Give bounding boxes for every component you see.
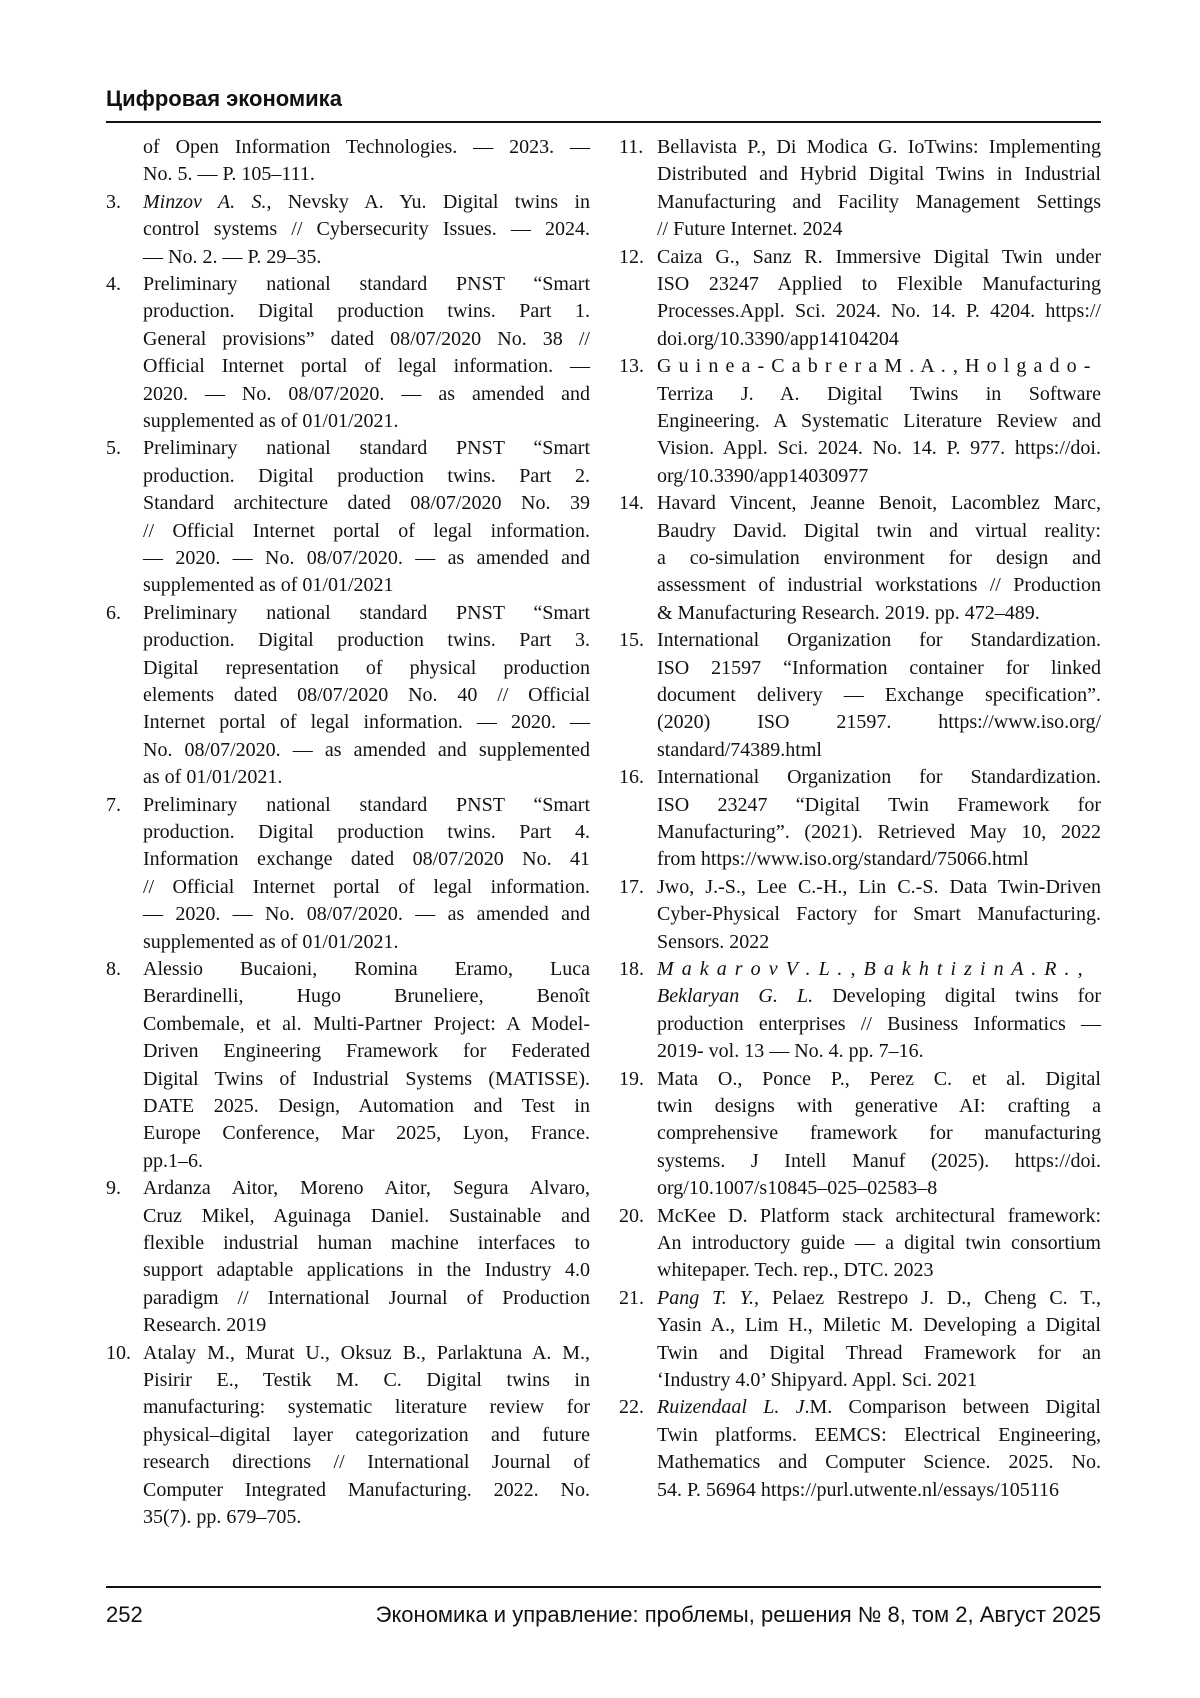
author-name-italic: Ruizendaal L. J (657, 1396, 805, 1418)
reference-line (657, 1205, 1101, 1232)
reference-line (143, 1205, 590, 1232)
reference-number: 19. (619, 1068, 644, 1095)
reference-text: // Official Internet portal of legal information. (143, 520, 590, 543)
reference-text: Cyber-Physical Factory for Smart Manufacturing. (657, 903, 1101, 926)
reference-line (657, 985, 1101, 1012)
reference-text: supplemented as of 01/01/2021 (143, 574, 394, 597)
reference-line (657, 602, 1101, 629)
reference-line (657, 1232, 1101, 1259)
reference-line (657, 410, 1101, 437)
reference-text: support adaptable applications in the Industry 4.0 (143, 1259, 590, 1282)
reference-text: Mata O., Ponce P., Perez C. et al. Digital (657, 1068, 1101, 1091)
reference-text: Internet portal of legal information. — 2020. — (143, 711, 590, 734)
reference-line (143, 218, 590, 245)
reference-text: production. Digital production twins. Part 3. (143, 629, 590, 652)
reference-text: International Organization for Standardization. (657, 766, 1101, 789)
reference-line (657, 821, 1101, 848)
reference-text (657, 1287, 1101, 1310)
reference-line (657, 218, 1101, 245)
reference-line (143, 1095, 590, 1122)
reference-text: Mathematics and Computer Science. 2025. No. (657, 1451, 1101, 1474)
reference-text-segment: , Nevsky A. Yu. Digital twins in (266, 191, 590, 213)
reference-line (143, 1040, 590, 1067)
reference-text: flexible industrial human machine interfaces to (143, 1232, 590, 1255)
reference-text: General provisions” dated 08/07/2020 No. 38 // (143, 328, 590, 351)
reference-number: 4. (106, 273, 121, 300)
reference-text (657, 1396, 1101, 1419)
reference-text: Combemale, et al. Multi-Partner Project: A Model- (143, 1013, 590, 1036)
reference-line (143, 903, 590, 930)
reference-number: 16. (619, 766, 644, 793)
reference-text: supplemented as of 01/01/2021. (143, 410, 399, 433)
reference-number: 15. (619, 629, 644, 656)
reference-line (143, 1013, 590, 1040)
reference-text (143, 191, 590, 214)
reference-line (657, 903, 1101, 930)
reference-text (657, 958, 1083, 981)
reference-line (657, 520, 1101, 547)
reference-line (657, 273, 1101, 300)
reference-line (143, 876, 590, 903)
reference-text (657, 985, 1101, 1008)
reference-line (657, 657, 1101, 684)
reference-text: pp.1–6. (143, 1150, 203, 1173)
reference-text: research directions // International Journal of (143, 1451, 590, 1474)
reference-text: Distributed and Hybrid Digital Twins in Industrial (657, 163, 1101, 186)
reference-line (143, 437, 590, 464)
reference-text: Havard Vincent, Jeanne Benoit, Lacomblez Marc, (657, 492, 1101, 515)
reference-text: No. 08/07/2020. — as amended and supplemented (143, 739, 590, 762)
author-name-italic: M a k a r o v V . L . , B a k h t i z i n A . R . , (657, 958, 1083, 980)
reference-number: 7. (106, 794, 121, 821)
reference-line (143, 1314, 590, 1341)
reference-number: 20. (619, 1205, 644, 1232)
reference-text-segment: Developing digital twins for (813, 985, 1101, 1007)
reference-line (143, 629, 590, 656)
reference-line (143, 1451, 590, 1478)
reference-text: paradigm // International Journal of Production (143, 1287, 590, 1310)
reference-text: Berardinelli, Hugo Bruneliere, Benoît (143, 985, 590, 1008)
reference-text: Twin platforms. EEMCS: Electrical Engineering, (657, 1424, 1101, 1447)
reference-line (143, 136, 590, 163)
reference-text: Terriza J. A. Digital Twins in Software (657, 383, 1101, 406)
reference-text: Processes.Appl. Sci. 2024. No. 14. P. 4204. https:// (657, 300, 1101, 323)
reference-line (657, 1369, 1101, 1396)
reference-number: 14. (619, 492, 644, 519)
reference-line (657, 328, 1101, 355)
reference-line (143, 1396, 590, 1423)
reference-line (657, 1424, 1101, 1451)
reference-line (657, 739, 1101, 766)
reference-text: Yasin A., Lim H., Miletic M. Developing a Digital (657, 1314, 1101, 1337)
reference-line (143, 1150, 590, 1177)
reference-line (657, 1342, 1101, 1369)
reference-text: DATE 2025. Design, Automation and Test in (143, 1095, 590, 1118)
author-name-italic: Pang T. Y. (657, 1287, 754, 1309)
reference-text: comprehensive framework for manufacturing (657, 1122, 1101, 1145)
reference-text: Atalay M., Murat U., Oksuz B., Parlaktuna A. M., (143, 1342, 590, 1365)
reference-line (143, 1424, 590, 1451)
reference-line (143, 1287, 590, 1314)
reference-line (143, 739, 590, 766)
reference-line (657, 1040, 1101, 1067)
reference-text: Digital Twins of Industrial Systems (MATISSE). (143, 1068, 590, 1091)
reference-text: Europe Conference, Mar 2025, Lyon, France. (143, 1122, 590, 1145)
reference-text: production. Digital production twins. Part 2. (143, 465, 590, 488)
reference-line (143, 1479, 590, 1506)
reference-line (143, 1506, 590, 1533)
reference-line (143, 383, 590, 410)
reference-line (143, 355, 590, 382)
reference-line (143, 848, 590, 875)
reference-line (143, 1232, 590, 1259)
reference-text: Pisirir E., Testik M. C. Digital twins in (143, 1369, 590, 1392)
reference-line (657, 1068, 1101, 1095)
reference-line (143, 163, 590, 190)
reference-text: Driven Engineering Framework for Federated (143, 1040, 590, 1063)
reference-text: assessment of industrial workstations // Production (657, 574, 1101, 597)
reference-line (143, 191, 590, 218)
reference-text: Preliminary national standard PNST “Smart (143, 273, 590, 296)
reference-text-segment: .M. Comparison between Digital (805, 1396, 1102, 1418)
reference-text: Baudry David. Digital twin and virtual reality: (657, 520, 1101, 543)
reference-text: whitepaper. Tech. rep., DTC. 2023 (657, 1259, 934, 1282)
reference-line (657, 355, 1101, 382)
reference-line (657, 848, 1101, 875)
reference-text: document delivery — Exchange specification”. (657, 684, 1101, 707)
reference-line (143, 547, 590, 574)
reference-line (657, 1479, 1101, 1506)
reference-text: production. Digital production twins. Part 4. (143, 821, 590, 844)
reference-line (143, 1342, 590, 1369)
reference-text: 2020. — No. 08/07/2020. — as amended and (143, 383, 590, 406)
reference-text: — No. 2. — P. 29–35. (143, 246, 321, 269)
reference-line (657, 136, 1101, 163)
reference-text: Sensors. 2022 (657, 931, 769, 954)
reference-text: Cruz Mikel, Aguinaga Daniel. Sustainable and (143, 1205, 590, 1228)
reference-text: & Manufacturing Research. 2019. pp. 472–489. (657, 602, 1040, 625)
reference-text: — 2020. — No. 08/07/2020. — as amended and (143, 547, 590, 570)
reference-line (657, 191, 1101, 218)
reference-number: 21. (619, 1287, 644, 1314)
reference-line (657, 711, 1101, 738)
author-name-italic: Beklaryan G. L. (657, 985, 813, 1007)
page-number: 252 (106, 1602, 143, 1628)
reference-line (657, 1451, 1101, 1478)
reference-text: Preliminary national standard PNST “Smart (143, 794, 590, 817)
reference-number: 8. (106, 958, 121, 985)
reference-text: of Open Information Technologies. — 2023. — (143, 136, 590, 159)
reference-line (143, 410, 590, 437)
reference-text: Ardanza Aitor, Moreno Aitor, Segura Alvaro, (143, 1177, 590, 1200)
reference-text-segment: , Pelaez Restrepo J. D., Cheng C. T., (754, 1287, 1101, 1309)
reference-line (657, 1095, 1101, 1122)
reference-line (143, 1068, 590, 1095)
reference-line (657, 1259, 1101, 1286)
reference-text: ‘Industry 4.0’ Shipyard. Appl. Sci. 2021 (657, 1369, 977, 1392)
reference-text: supplemented as of 01/01/2021. (143, 931, 399, 954)
reference-text: An introductory guide — a digital twin consortium (657, 1232, 1101, 1255)
reference-line (657, 246, 1101, 273)
reference-line (143, 766, 590, 793)
reference-text: from https://www.iso.org/standard/75066.html (657, 848, 1029, 871)
reference-line (143, 657, 590, 684)
reference-line (143, 684, 590, 711)
reference-text: ISO 23247 “Digital Twin Framework for (657, 794, 1101, 817)
reference-number: 12. (619, 246, 644, 273)
reference-line (657, 163, 1101, 190)
reference-number: 18. (619, 958, 644, 985)
reference-text: ISO 21597 “Information container for linked (657, 657, 1101, 680)
reference-text: physical–digital layer categorization and future (143, 1424, 590, 1447)
reference-text: 54. P. 56964 https://purl.utwente.nl/essays/105116 (657, 1479, 1059, 1502)
reference-line (143, 1259, 590, 1286)
reference-text: doi.org/10.3390/app14104204 (657, 328, 899, 351)
reference-line (657, 958, 1101, 985)
reference-line (657, 629, 1101, 656)
reference-line (143, 711, 590, 738)
reference-text: International Organization for Standardization. (657, 629, 1101, 652)
header-rule (106, 121, 1101, 123)
reference-text: a co-simulation environment for design and (657, 547, 1101, 570)
journal-footer: Экономика и управление: проблемы, решения № 8, том 2, Август 2025 (376, 1602, 1101, 1628)
reference-text: Research. 2019 (143, 1314, 266, 1337)
reference-number: 13. (619, 355, 644, 382)
reference-line (143, 273, 590, 300)
reference-text: // Future Internet. 2024 (657, 218, 843, 241)
reference-line (657, 684, 1101, 711)
reference-number: 11. (619, 136, 643, 163)
reference-line (143, 574, 590, 601)
reference-text: elements dated 08/07/2020 No. 40 // Official (143, 684, 590, 707)
reference-number: 17. (619, 876, 644, 903)
reference-text: No. 5. — P. 105–111. (143, 163, 315, 186)
reference-text: 2019- vol. 13 — No. 4. pp. 7–16. (657, 1040, 924, 1063)
reference-text: 35(7). pp. 679–705. (143, 1506, 301, 1529)
reference-text: control systems // Cybersecurity Issues. — 2024. (143, 218, 590, 241)
reference-text: (2020) ISO 21597. https://www.iso.org/ (657, 711, 1101, 734)
reference-text: McKee D. Platform stack architectural framework: (657, 1205, 1101, 1228)
reference-line (143, 958, 590, 985)
reference-text: Computer Integrated Manufacturing. 2022. No. (143, 1479, 590, 1502)
reference-text: G u i n e a - C a b r e r a M . A . , H o l g a d o - (657, 355, 1090, 378)
reference-text: Information exchange dated 08/07/2020 No. 41 (143, 848, 590, 871)
reference-number: 5. (106, 437, 121, 464)
reference-text: // Official Internet portal of legal information. (143, 876, 590, 899)
reference-line (657, 1177, 1101, 1204)
reference-text: Bellavista P., Di Modica G. IoTwins: Implementing (657, 136, 1101, 159)
reference-text: Vision. Appl. Sci. 2024. No. 14. P. 977. https://doi. (657, 437, 1101, 460)
reference-line (143, 1122, 590, 1149)
reference-text: Alessio Bucaioni, Romina Eramo, Luca (143, 958, 590, 981)
footer-rule (106, 1586, 1101, 1588)
reference-text: production. Digital production twins. Part 1. (143, 300, 590, 323)
reference-number: 22. (619, 1396, 644, 1423)
reference-line (657, 465, 1101, 492)
reference-text: standard/74389.html (657, 739, 822, 762)
reference-text: org/10.3390/app14030977 (657, 465, 868, 488)
reference-line (143, 794, 590, 821)
reference-line (143, 465, 590, 492)
reference-line (657, 1314, 1101, 1341)
reference-text: ISO 23247 Applied to Flexible Manufacturing (657, 273, 1101, 296)
reference-line (143, 821, 590, 848)
reference-text: — 2020. — No. 08/07/2020. — as amended and (143, 903, 590, 926)
reference-line (143, 1369, 590, 1396)
reference-line (657, 931, 1101, 958)
reference-number: 6. (106, 602, 121, 629)
reference-line (657, 300, 1101, 327)
reference-text: Jwo, J.-S., Lee C.-H., Lin C.-S. Data Twin-Driven (657, 876, 1101, 899)
reference-text: Official Internet portal of legal information. — (143, 355, 590, 378)
reference-number: 9. (106, 1177, 121, 1204)
reference-line (657, 383, 1101, 410)
reference-line (657, 574, 1101, 601)
reference-text: Twin and Digital Thread Framework for an (657, 1342, 1101, 1365)
reference-line (657, 492, 1101, 519)
reference-text: Standard architecture dated 08/07/2020 No. 39 (143, 492, 590, 515)
reference-line (657, 794, 1101, 821)
reference-number: 3. (106, 191, 121, 218)
reference-line (657, 1396, 1101, 1423)
reference-line (143, 246, 590, 273)
reference-line (143, 1177, 590, 1204)
reference-text: Manufacturing”. (2021). Retrieved May 10, 2022 (657, 821, 1101, 844)
reference-text: Preliminary national standard PNST “Smart (143, 437, 590, 460)
reference-line (143, 602, 590, 629)
reference-line (657, 1013, 1101, 1040)
reference-line (657, 876, 1101, 903)
reference-line (143, 328, 590, 355)
reference-text: Digital representation of physical production (143, 657, 590, 680)
reference-line (143, 300, 590, 327)
reference-text: as of 01/01/2021. (143, 766, 282, 789)
reference-line (143, 931, 590, 958)
reference-line (143, 520, 590, 547)
reference-line (657, 437, 1101, 464)
reference-line (657, 1287, 1101, 1314)
reference-text: org/10.1007/s10845–025–02583–8 (657, 1177, 937, 1200)
reference-line (657, 1122, 1101, 1149)
reference-line (657, 1150, 1101, 1177)
reference-text: Caiza G., Sanz R. Immersive Digital Twin under (657, 246, 1101, 269)
reference-line (143, 985, 590, 1012)
reference-text: Preliminary national standard PNST “Smart (143, 602, 590, 625)
reference-text: twin designs with generative AI: crafting a (657, 1095, 1101, 1118)
reference-line (657, 547, 1101, 574)
reference-number: 10. (106, 1342, 131, 1369)
reference-text: Engineering. A Systematic Literature Review and (657, 410, 1101, 433)
reference-text: production enterprises // Business Informatics — (657, 1013, 1101, 1036)
author-name-italic: Minzov A. S. (143, 191, 266, 213)
reference-line (657, 766, 1101, 793)
reference-text: manufacturing: systematic literature review for (143, 1396, 590, 1419)
reference-line (143, 492, 590, 519)
running-header: Цифровая экономика (106, 86, 342, 112)
reference-text: Manufacturing and Facility Management Settings (657, 191, 1101, 214)
reference-text: systems. J Intell Manuf (2025). https://doi. (657, 1150, 1101, 1173)
